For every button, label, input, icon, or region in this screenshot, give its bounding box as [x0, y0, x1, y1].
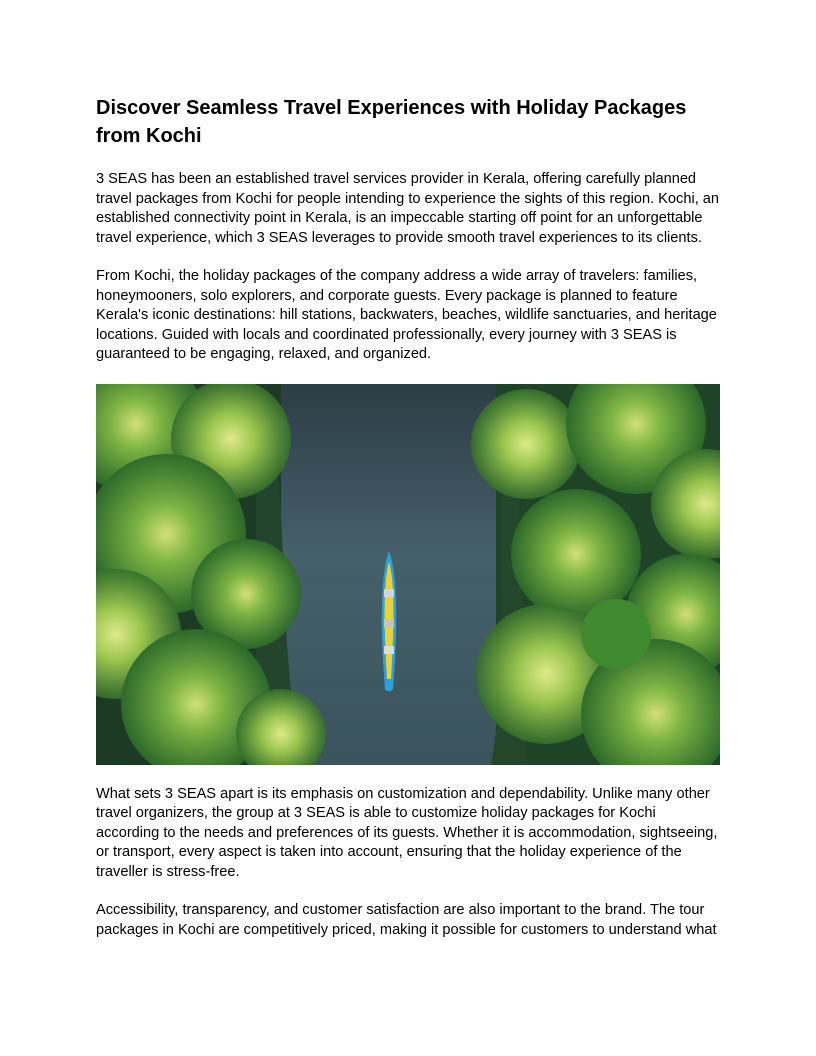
- paragraph-intro: 3 SEAS has been an established travel services provider in Kerala, offering carefully planned travel packages from Kochi for people intending to experience the sights of this region. Kochi, an established connectivity point in Kerala, is an impeccable starting off point for an unforgettable travel experience, which 3 SEAS leverages to provide smooth travel experiences to its clients.: [96, 171, 720, 246]
- backwater-boat-photo: [96, 384, 720, 765]
- document-heading: Discover Seamless Travel Experiences with Holiday Packages from Kochi: [96, 97, 687, 147]
- paragraph-accessibility: Accessibility, transparency, and customer satisfaction are also important to the brand. The tour packages in Kochi are competitively priced, making it possible for customers to understand what: [96, 902, 717, 938]
- paragraph-customization: What sets 3 SEAS apart is its emphasis on customization and dependability. Unlike many other travel organizers, the group at 3 SEAS is able to customize holiday packages for Kochi according to the needs and preferences of its guests. Whether it is accommodation, sightseeing, or transport, every aspect is taken into account, ensuring that the holiday experience of the traveller is stress-free.: [96, 785, 718, 880]
- document-page: [96, 94, 721, 940]
- paragraph-travelers: From Kochi, the holiday packages of the company address a wide array of travelers: families, honeymooners, solo explorers, and corporate guests. Every package is planned to feature Kerala's iconic destinations: hill stations, backwaters, beaches, wildlife sanctuaries, and heritage locations. Guided with locals and coordinated professionally, every journey with 3 SEAS is guaranteed to be engaging, relaxed, and organized.: [96, 268, 717, 362]
